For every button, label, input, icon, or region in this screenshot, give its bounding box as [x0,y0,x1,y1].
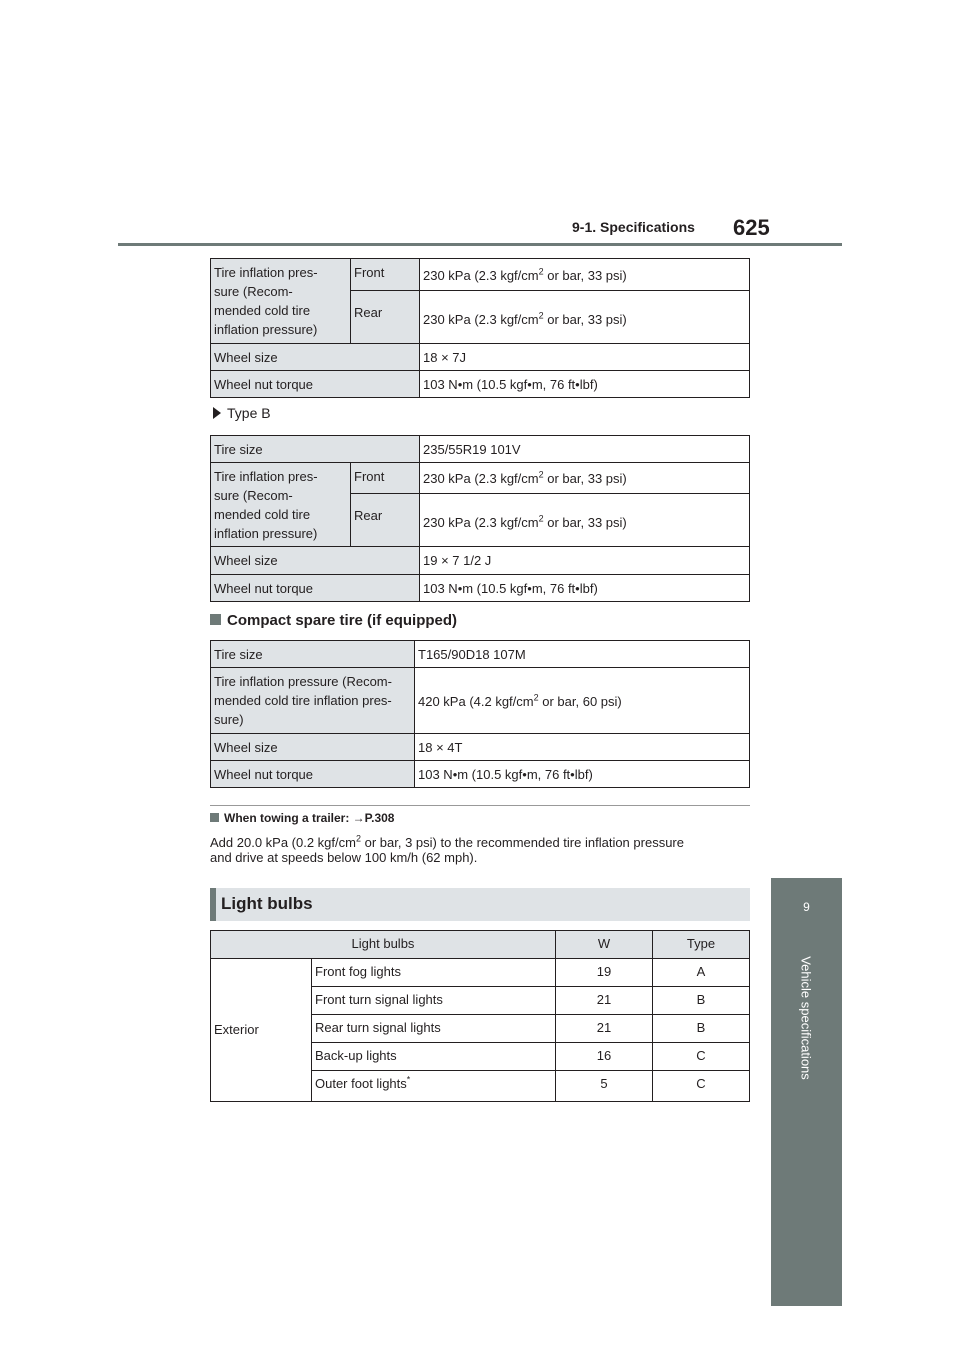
type-b-heading: Type B [213,405,271,421]
bulb-type: B [653,987,750,1015]
tire-size-value: 235/55R19 101V [420,436,750,463]
section-divider [210,805,750,806]
type-a-spec-table [210,258,750,398]
compact-spare-heading: Compact spare tire (if equipped) [210,612,457,629]
bulb-name: Front fog lights [312,959,556,987]
arrow-right-icon: → [352,811,365,825]
light-bulbs-table [210,930,750,1102]
wheel-nut-torque-label: Wheel nut torque [211,371,420,398]
wheel-nut-torque-value: 103 N•m (10.5 kgf•m, 76 ft•lbf) [420,575,750,602]
inflation-pressure-label: Tire inflation pressure (Recom- mended cold tire inflation pres- sure) [211,668,415,734]
column-header-type: Type [653,931,750,959]
page-number: 625 [733,215,770,240]
tire-size-label: Tire size [211,436,420,463]
front-value: 230 kPa (2.3 kgf/$cm^2$ or bar, 33 psi) [420,259,750,291]
column-header-w: W [556,931,653,959]
wheel-size-label: Wheel size [211,344,420,371]
table-row [211,959,750,987]
rear-label: Rear [351,494,420,547]
inflation-pressure-value: 420 kPa (4.2 kgf/$cm^2$ or bar, 60 psi) [415,668,750,734]
bulb-watt: 5 [556,1071,653,1102]
rear-value: 230 kPa (2.3 kgf/$cm^2$ or bar, 33 psi) [420,291,750,344]
wheel-nut-torque-value: 103 N•m (10.5 kgf•m, 76 ft•lbf) [420,371,750,398]
bulb-watt: 19 [556,959,653,987]
column-header-light-bulbs: Light bulbs [211,931,556,959]
header-divider [118,243,842,246]
front-label: Front [351,463,420,494]
bulb-name: Rear turn signal lights [312,1015,556,1043]
bulb-type: C [653,1043,750,1071]
light-bulbs-title: Light bulbs [221,894,313,913]
wheel-size-label: Wheel size [211,547,420,575]
compact-spare-table [210,640,750,788]
towing-note-title: When towing a trailer: →P.308 [210,811,394,825]
wheel-nut-torque-label: Wheel nut torque [211,761,415,788]
light-bulbs-header-accent [210,888,216,921]
wheel-nut-torque-label: Wheel nut torque [211,575,420,602]
group-label-exterior: Exterior [211,959,312,1102]
inflation-pressure-label: Tire inflation pres- sure (Recom- mended cold tire inflation pressure) [211,259,351,344]
type-b-spec-table [210,435,750,602]
square-bullet-icon [210,813,219,822]
bulb-watt: 21 [556,1015,653,1043]
tire-size-value: T165/90D18 107M [415,641,750,668]
bulb-type: A [653,959,750,987]
front-label: Front [351,259,420,291]
triangle-bullet-icon [213,407,221,419]
front-value: 230 kPa (2.3 kgf/$cm^2$ or bar, 33 psi) [420,463,750,494]
bulb-name: Outer foot lights* [312,1071,556,1102]
bulb-watt: 16 [556,1043,653,1071]
footnote-marker: * [406,1074,411,1085]
wheel-size-label: Wheel size [211,734,415,761]
rear-value: 230 kPa (2.3 kgf/$cm^2$ or bar, 33 psi) [420,494,750,547]
bulb-watt: 21 [556,987,653,1015]
wheel-size-value: 19 × 7 1/2 J [420,547,750,575]
bulb-name: Front turn signal lights [312,987,556,1015]
inflation-pressure-label: Tire inflation pres- sure (Recom- mended cold tire inflation pressure) [211,463,351,547]
towing-note-body: Add 20.0 kPa (0.2 kgf/$cm^2$ or bar, 3 psi) to the recommended tire inflation pressure and drive at speeds below 100 km/h (62 mph). [210,833,684,865]
rear-label: Rear [351,291,420,344]
wheel-size-value: 18 × 4T [415,734,750,761]
chapter-label: Vehicle specifications [798,956,814,1080]
chapter-number: 9 [803,900,810,914]
tire-size-label: Tire size [211,641,415,668]
bulb-type: B [653,1015,750,1043]
bulb-name: Back-up lights [312,1043,556,1071]
wheel-nut-torque-value: 103 N•m (10.5 kgf•m, 76 ft•lbf) [415,761,750,788]
bulb-type: C [653,1071,750,1102]
square-bullet-icon [210,614,221,625]
section-title: 9-1. Specifications [572,219,695,235]
wheel-size-value: 18 × 7J [420,344,750,371]
page-reference-link[interactable]: P.308 [364,811,395,825]
